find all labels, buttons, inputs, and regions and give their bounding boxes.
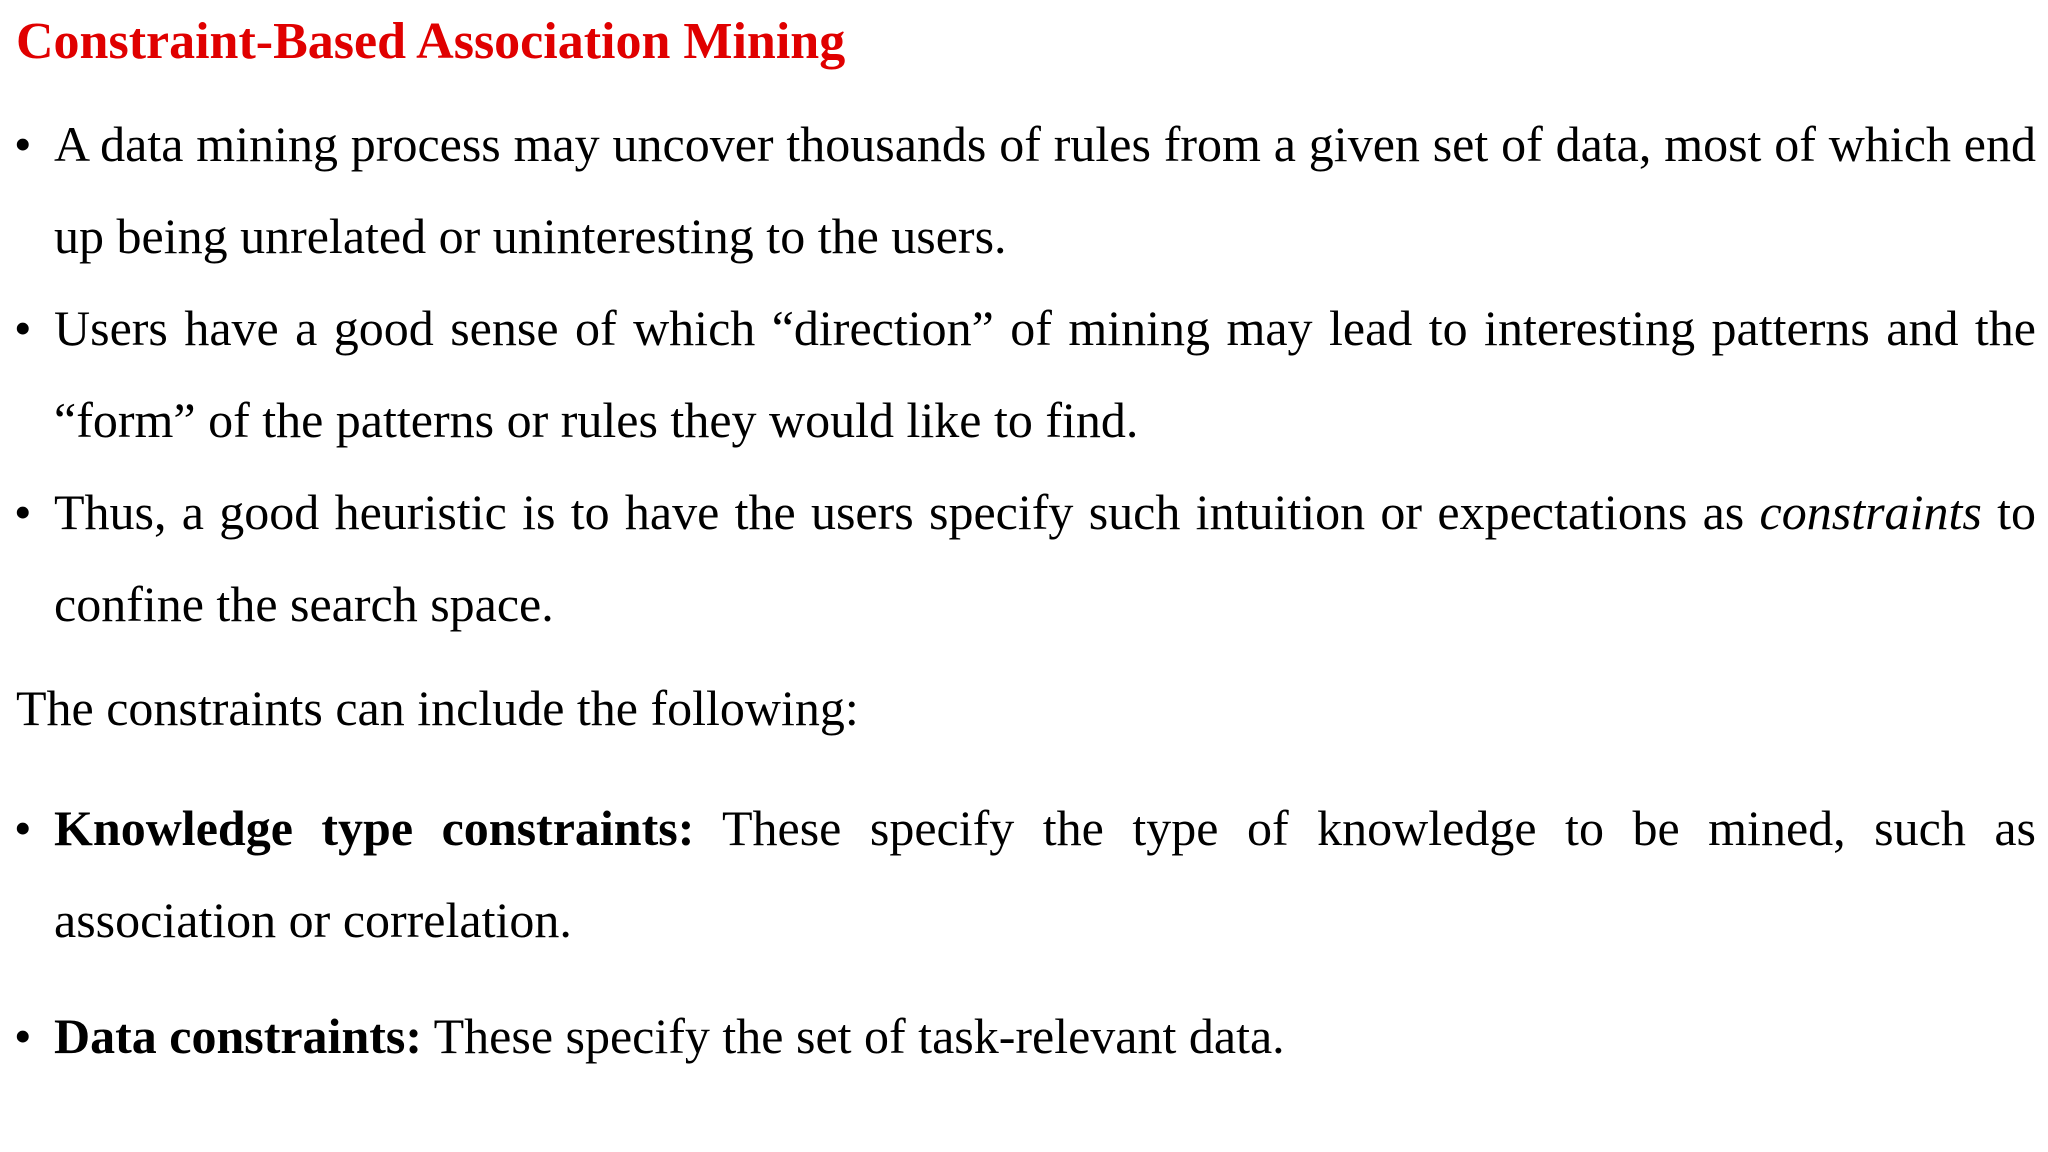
bullet-text-italic: constraints [1759,484,1982,540]
constraint-desc: These specify the type of knowledge to be mined, such as association or correlation. [54,800,2036,948]
bullet-dot: • [14,484,32,540]
bullet-text [54,782,2036,966]
constraint-desc: These specify the set of task-relevant data. [422,1008,1285,1064]
bullet-text [54,990,2036,1082]
bullet-item-1 [14,98,2036,282]
bullet-dot: • [14,1008,32,1064]
bullet-text-after: to confine the search space. [54,484,2036,632]
constraint-term: Data constraints: [54,1008,423,1064]
slide-title: Constraint-Based Association Mining [16,13,846,70]
constraint-item-data [14,990,2036,1082]
constraint-term: Knowledge type constraints: [54,800,695,856]
bullet-item-2 [14,282,2036,466]
bullet-text [54,466,2036,650]
constraints-intro: The constraints can include the following: [16,680,859,736]
bullet-dot: • [14,300,32,356]
bullet-dot: • [14,800,32,856]
bullet-dot: • [14,116,32,172]
bullet-text: Users have a good sense of which “direction” of mining may lead to interesting patterns and the “form” of the patterns or rules they would like to find. [54,300,2036,448]
bullet-text-before: Thus, a good heuristic is to have the users specify such intuition or expectations as [54,484,1760,540]
bullet-text: A data mining process may uncover thousands of rules from a given set of data, most of which end up being unrelated or uninteresting to the users. [54,116,2036,264]
bullet-item-3 [14,466,2036,650]
constraint-item-knowledge-type [14,782,2036,966]
